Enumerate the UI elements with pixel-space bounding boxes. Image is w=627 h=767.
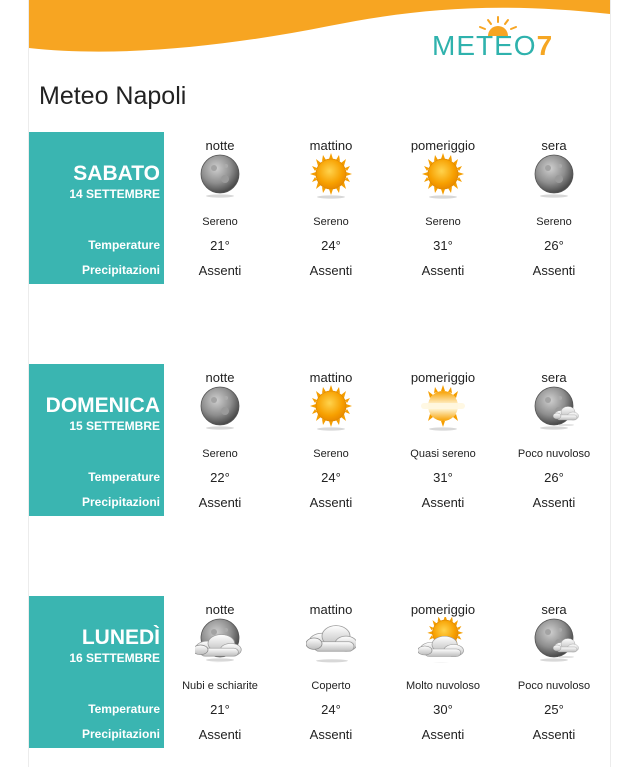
temperature-value: 31° [433, 470, 453, 485]
precipitation-value: Assenti [198, 727, 242, 742]
condition-text: Sereno [313, 216, 349, 228]
temperature-value: 26° [544, 470, 564, 485]
precipitation-value: Assenti [421, 263, 465, 278]
forecast-period [276, 596, 386, 748]
moon-cloud-icon [195, 617, 245, 663]
period-name: notte [205, 138, 235, 153]
precipitation-value: Assenti [532, 263, 576, 278]
precipitation-value: Assenti [532, 727, 576, 742]
cloud-icon [306, 617, 356, 663]
condition-text: Sereno [313, 448, 349, 460]
page-title: Meteo Napoli [39, 82, 187, 110]
moon-icon [529, 153, 579, 199]
period-name: pomeriggio [410, 370, 476, 385]
temperature-value: 31° [433, 238, 453, 253]
forecast-period [388, 132, 498, 284]
precipitation-value: Assenti [198, 495, 242, 510]
sun-cloud-icon [418, 617, 468, 663]
day-panel [29, 132, 164, 284]
temperature-value: 22° [210, 470, 230, 485]
period-name: notte [205, 602, 235, 617]
temperature-value: 30° [433, 702, 453, 717]
precipitation-label: Precipitazioni [81, 727, 160, 741]
temperature-value: 21° [210, 702, 230, 717]
period-name: sera [541, 138, 567, 153]
precipitation-label: Precipitazioni [81, 263, 160, 277]
forecast-period [388, 364, 498, 516]
period-name: mattino [309, 602, 353, 617]
temperature-value: 24° [321, 238, 341, 253]
logo-text: METEO7 [432, 30, 554, 61]
page-frame [28, 0, 611, 767]
forecast-period [388, 596, 498, 748]
precipitation-value: Assenti [198, 263, 242, 278]
precipitation-value: Assenti [421, 727, 465, 742]
day-section-2 [29, 364, 610, 516]
condition-text: Sereno [202, 216, 238, 228]
period-name: pomeriggio [410, 138, 476, 153]
moon-small-cloud-icon [529, 385, 579, 431]
temperature-value: 21° [210, 238, 230, 253]
meteo7-logo[interactable] [432, 14, 562, 62]
sun-icon [418, 153, 468, 199]
period-name: pomeriggio [410, 602, 476, 617]
temperature-value: 24° [321, 470, 341, 485]
day-section-1 [29, 132, 610, 284]
condition-text: Molto nuvoloso [406, 680, 480, 692]
day-panel [29, 364, 164, 516]
temperature-label: Temperature [88, 702, 160, 716]
sun-icon [306, 153, 356, 199]
condition-text: Sereno [425, 216, 461, 228]
period-name: sera [541, 602, 567, 617]
day-panel [29, 596, 164, 748]
hazy-sun-icon [418, 385, 468, 431]
condition-text: Poco nuvoloso [517, 448, 591, 460]
temperature-value: 25° [544, 702, 564, 717]
condition-text: Coperto [311, 680, 351, 692]
moon-icon [195, 153, 245, 199]
day-date: 16 SETTEMBRE [69, 651, 160, 665]
precipitation-value: Assenti [309, 263, 353, 278]
day-name: SABATO [73, 162, 160, 185]
moon-small-cloud-icon [529, 617, 579, 663]
forecast-period [165, 596, 275, 748]
precipitation-label: Precipitazioni [81, 495, 160, 509]
precipitation-value: Assenti [421, 495, 465, 510]
day-date: 14 SETTEMBRE [69, 187, 160, 201]
forecast-period [499, 596, 609, 748]
period-name: mattino [309, 138, 353, 153]
period-name: notte [205, 370, 235, 385]
day-name: LUNEDÌ [81, 626, 160, 649]
day-section-3 [29, 596, 610, 748]
condition-text: Sereno [536, 216, 572, 228]
precipitation-value: Assenti [309, 727, 353, 742]
temperature-value: 26° [544, 238, 564, 253]
forecast-period [276, 132, 386, 284]
forecast-period [499, 132, 609, 284]
day-name: DOMENICA [45, 394, 160, 417]
precipitation-value: Assenti [532, 495, 576, 510]
condition-text: Nubi e schiarite [182, 680, 258, 692]
temperature-label: Temperature [88, 470, 160, 484]
period-name: mattino [309, 370, 353, 385]
moon-icon [195, 385, 245, 431]
day-date: 15 SETTEMBRE [69, 419, 160, 433]
forecast-period [165, 364, 275, 516]
forecast-period [276, 364, 386, 516]
forecast-period [165, 132, 275, 284]
forecast-period [499, 364, 609, 516]
temperature-label: Temperature [88, 238, 160, 252]
temperature-value: 24° [321, 702, 341, 717]
condition-text: Poco nuvoloso [517, 680, 591, 692]
condition-text: Sereno [202, 448, 238, 460]
sun-icon [306, 385, 356, 431]
condition-text: Quasi sereno [410, 448, 476, 460]
precipitation-value: Assenti [309, 495, 353, 510]
period-name: sera [541, 370, 567, 385]
